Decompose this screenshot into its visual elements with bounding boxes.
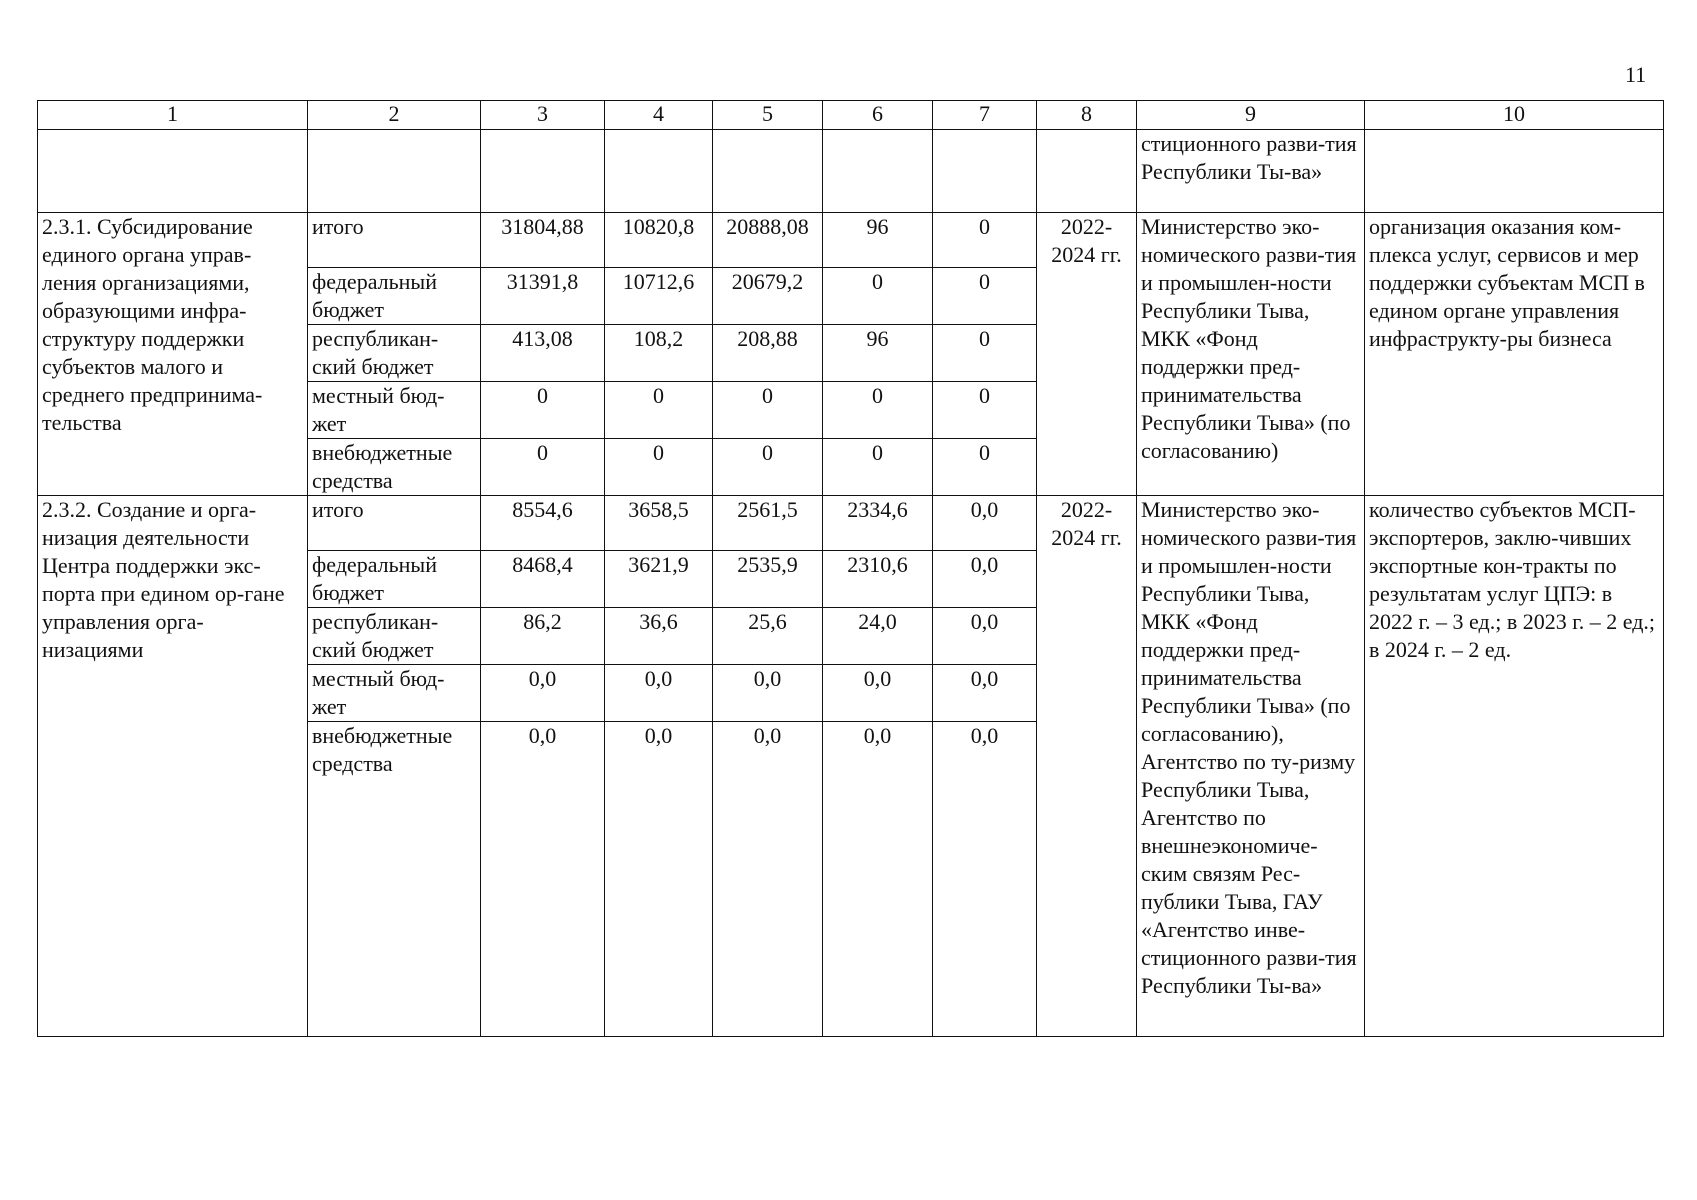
amount-2022: 10712,6 <box>605 268 713 325</box>
amount-total: 31391,8 <box>481 268 605 325</box>
amount-2023: 208,88 <box>713 325 823 382</box>
amount-total: 31804,88 <box>481 213 605 268</box>
amount-2022: 0,0 <box>605 665 713 722</box>
amount-2022: 3658,5 <box>605 496 713 551</box>
amount-total: 0 <box>481 439 605 496</box>
page-number: 11 <box>1625 62 1647 87</box>
amount-2022: 3621,9 <box>605 551 713 608</box>
amount-total: 8468,4 <box>481 551 605 608</box>
funding-source: федеральный бюджет <box>308 551 481 608</box>
amount-2023: 2535,9 <box>713 551 823 608</box>
column-header: 3 <box>481 101 605 130</box>
empty-cell <box>308 130 481 213</box>
amount-total: 8554,6 <box>481 496 605 551</box>
amount-col7: 0,0 <box>933 665 1037 722</box>
amount-2023: 2561,5 <box>713 496 823 551</box>
amount-col7: 0,0 <box>933 722 1037 1037</box>
empty-cell <box>481 130 605 213</box>
funding-source: республикан-ский бюджет <box>308 325 481 382</box>
amount-2023: 0,0 <box>713 665 823 722</box>
empty-cell <box>1365 130 1664 213</box>
amount-col7: 0 <box>933 213 1037 268</box>
funding-source: внебюджетные средства <box>308 722 481 1037</box>
amount-2024: 0 <box>823 268 933 325</box>
amount-2022: 36,6 <box>605 608 713 665</box>
table-row <box>38 496 1664 551</box>
amount-2023: 20888,08 <box>713 213 823 268</box>
column-header: 1 <box>38 101 308 130</box>
amount-2024: 2310,6 <box>823 551 933 608</box>
amount-total: 0 <box>481 382 605 439</box>
empty-cell <box>823 130 933 213</box>
amount-col7: 0 <box>933 439 1037 496</box>
program-table <box>37 100 1664 1037</box>
amount-col7: 0 <box>933 382 1037 439</box>
expected-result: количество субъектов МСП-экспортеров, заклю-чивших экспортные кон-тракты по результатам услуг ЦПЭ: в 2022 г. – 3 ед.; в 2023 г. – 2 ед.; в 2024 г. – 2 ед. <box>1365 496 1664 1037</box>
amount-2023: 0,0 <box>713 722 823 1037</box>
responsible-executor: Министерство эко-номического разви-тия и промышлен-ности Республики Тыва, МКК «Фонд поддержки пред-принимательства Республики Тыва» (по согласованию), Агентство по ту-ризму Республики Тыва, Агентство по внешнеэкономиче-ским связям Рес-публики Тыва, ГАУ «Агентство инве-стиционного разви-тия Республики Ты-ва» <box>1137 496 1365 1037</box>
column-header: 10 <box>1365 101 1664 130</box>
amount-col7: 0,0 <box>933 551 1037 608</box>
executor-continuation: стиционного разви-тия Республики Ты-ва» <box>1137 130 1365 213</box>
empty-cell <box>38 130 308 213</box>
amount-2024: 24,0 <box>823 608 933 665</box>
amount-2023: 20679,2 <box>713 268 823 325</box>
amount-2024: 0 <box>823 439 933 496</box>
column-number-row <box>38 101 1664 130</box>
column-header: 7 <box>933 101 1037 130</box>
empty-cell <box>713 130 823 213</box>
amount-2023: 0 <box>713 382 823 439</box>
funding-source: внебюджетные средства <box>308 439 481 496</box>
table-row <box>38 213 1664 268</box>
amount-col7: 0 <box>933 325 1037 382</box>
amount-total: 86,2 <box>481 608 605 665</box>
measure-name: 2.3.2. Создание и орга-низация деятельности Центра поддержки экс-порта при едином ор-гане управления орга-низациями <box>38 496 308 1037</box>
amount-2022: 10820,8 <box>605 213 713 268</box>
amount-total: 0,0 <box>481 665 605 722</box>
amount-total: 413,08 <box>481 325 605 382</box>
amount-2023: 0 <box>713 439 823 496</box>
funding-source: итого <box>308 496 481 551</box>
implementation-period: 2022-2024 гг. <box>1037 496 1137 1037</box>
amount-2024: 0,0 <box>823 665 933 722</box>
column-header: 4 <box>605 101 713 130</box>
amount-2024: 96 <box>823 213 933 268</box>
amount-2023: 25,6 <box>713 608 823 665</box>
continuation-row <box>38 130 1664 213</box>
measure-name: 2.3.1. Субсидирование единого органа управ-ления организациями, образующими инфра-структуру поддержки субъектов малого и среднего предпринима-тельства <box>38 213 308 496</box>
column-header: 6 <box>823 101 933 130</box>
amount-2024: 2334,6 <box>823 496 933 551</box>
amount-col7: 0 <box>933 268 1037 325</box>
amount-2022: 108,2 <box>605 325 713 382</box>
amount-2022: 0 <box>605 382 713 439</box>
expected-result: организация оказания ком-плекса услуг, сервисов и мер поддержки субъектам МСП в едином органе управления инфраструкту-ры бизнеса <box>1365 213 1664 496</box>
amount-col7: 0,0 <box>933 496 1037 551</box>
implementation-period: 2022-2024 гг. <box>1037 213 1137 496</box>
funding-source: федеральный бюджет <box>308 268 481 325</box>
empty-cell <box>933 130 1037 213</box>
funding-source: местный бюд-жет <box>308 665 481 722</box>
amount-2022: 0,0 <box>605 722 713 1037</box>
amount-col7: 0,0 <box>933 608 1037 665</box>
amount-2022: 0 <box>605 439 713 496</box>
column-header: 5 <box>713 101 823 130</box>
empty-cell <box>605 130 713 213</box>
amount-2024: 96 <box>823 325 933 382</box>
empty-cell <box>1037 130 1137 213</box>
funding-source: местный бюд-жет <box>308 382 481 439</box>
amount-2024: 0,0 <box>823 722 933 1037</box>
funding-source: итого <box>308 213 481 268</box>
amount-total: 0,0 <box>481 722 605 1037</box>
column-header: 2 <box>308 101 481 130</box>
column-header: 9 <box>1137 101 1365 130</box>
column-header: 8 <box>1037 101 1137 130</box>
responsible-executor: Министерство эко-номического разви-тия и промышлен-ности Республики Тыва, МКК «Фонд поддержки пред-принимательства Республики Тыва» (по согласованию) <box>1137 213 1365 496</box>
amount-2024: 0 <box>823 382 933 439</box>
funding-source: республикан-ский бюджет <box>308 608 481 665</box>
